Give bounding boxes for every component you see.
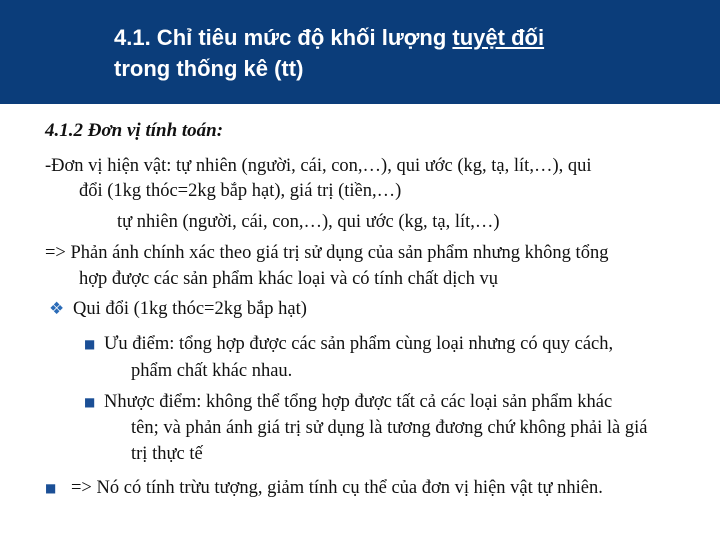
body-line-1: -Đơn vị hiện vật: tự nhiên (người, cái, con,…), qui ước (kg, tạ, lít,…), qui xyxy=(45,156,592,176)
title-underlined: tuyệt đối xyxy=(452,25,545,50)
square-bullet-icon: ■ xyxy=(84,395,96,409)
body-line-4: => Phản ánh chính xác theo giá trị sử dụng của sản phẩm nhưng không tổng xyxy=(45,243,609,263)
disadvantage-line-3: trị thực tế xyxy=(131,444,203,464)
diamond-bullet-icon: ❖ xyxy=(49,299,65,319)
title-line2: trong thống kê (tt) xyxy=(114,56,304,81)
square-bullet-icon: ■ xyxy=(84,337,96,351)
slide-title xyxy=(114,22,704,84)
subheading: 4.1.2 Đơn vị tính toán: xyxy=(45,120,224,141)
disadvantage-line-1: Nhược điểm: không thể tổng hợp được tất cả các loại sản phẩm khác xyxy=(104,392,613,412)
disadvantage-line-2: tên; và phản ánh giá trị sử dụng là tương đương chứ không phải là giá xyxy=(131,418,648,438)
advantage-line-2: phẩm chất khác nhau. xyxy=(131,361,293,381)
advantage-line-1: Ưu điểm: tổng hợp được các sản phẩm cùng loại nhưng có quy cách, xyxy=(104,334,614,354)
body-line-5: hợp được các sản phẩm khác loại và có tính chất dịch vụ xyxy=(79,269,498,289)
square-bullet-icon: ■ xyxy=(45,481,57,495)
bullet-main-text: Qui đổi (1kg thóc=2kg bắp hạt) xyxy=(73,299,307,319)
slide-header xyxy=(0,0,720,104)
conclusion-line: => Nó có tính trừu tượng, giảm tính cụ thể của đơn vị hiện vật tự nhiên. xyxy=(71,478,603,498)
title-part1: 4.1. Chỉ tiêu mức độ khối lượng xyxy=(114,25,453,50)
body-line-2: đổi (1kg thóc=2kg bắp hạt), giá trị (tiền,…) xyxy=(79,181,402,201)
body-line-3: tự nhiên (người, cái, con,…), qui ước (kg, tạ, lít,…) xyxy=(117,212,500,232)
